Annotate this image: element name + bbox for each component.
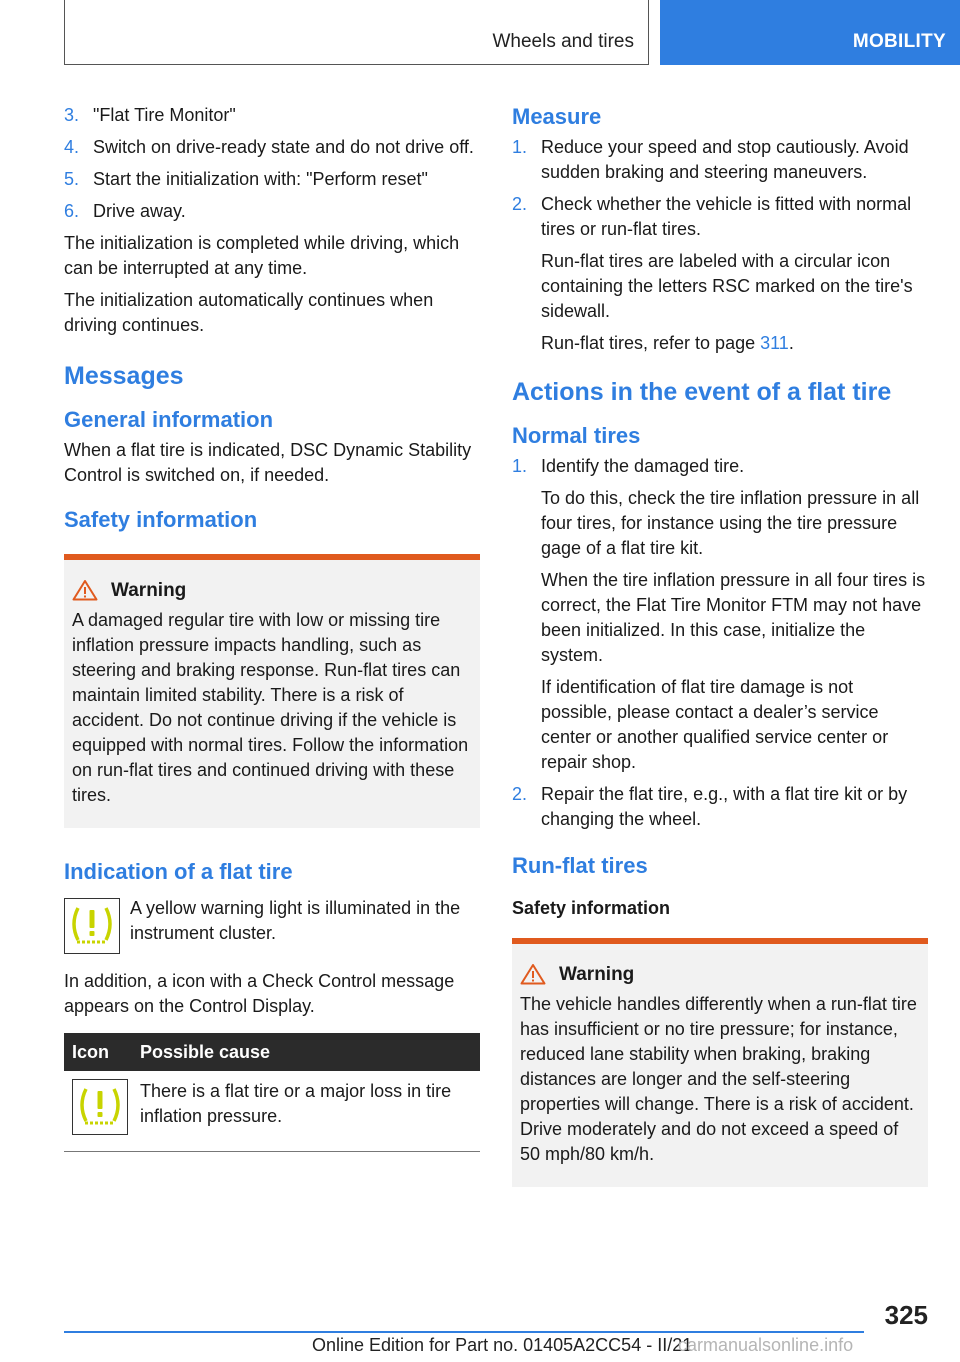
warning-title-text: Warning (111, 580, 187, 601)
warning-title-text: Warning (559, 964, 635, 985)
warning-title (72, 578, 472, 604)
paragraph: To do this, check the tire inflation pressure in all four tires, for instance using the tire pressure gage of a flat tire kit. (541, 488, 920, 558)
list-item (512, 782, 928, 832)
paragraph: The initialization automatically continues when driving continues. (64, 290, 434, 335)
reference-text: Run-flat tires, refer to page (541, 333, 761, 353)
heading-run-flat-safety: Safety information (512, 898, 671, 918)
heading-run-flat-tires: Run-flat tires (512, 853, 648, 878)
column-header-cause: Possible cause (132, 1033, 480, 1071)
paragraph: Run-flat tires are labeled with a circular icon containing the letters RSC marked on the tire's sidewall. (541, 251, 913, 321)
step-text: Identify the damaged tire. (541, 456, 745, 476)
flat-tire-warning-icon (64, 898, 120, 954)
page-number: 325 (884, 1300, 928, 1330)
header-section-title: Wheels and tires (492, 31, 634, 52)
step-text: Reduce your speed and stop cautiously. Avoid sudden braking and steering maneuvers. (541, 137, 909, 182)
step-number: 1. (512, 456, 528, 476)
paragraph: The initialization is completed while driving, which can be interrupted at any time. (64, 233, 460, 278)
step-text: Check whether the vehicle is fitted with normal tires or run-flat tires. (541, 194, 912, 239)
right-column (512, 103, 928, 1217)
heading-safety-information: Safety information (64, 507, 258, 532)
paragraph: In addition, a icon with a Check Control message appears on the Control Display. (64, 971, 455, 1016)
edition-note: Online Edition for Part no. 01405A2CC54 - II/21 (312, 1335, 693, 1355)
step-text: Drive away. (93, 201, 186, 221)
step-number: 6. (64, 201, 80, 221)
table-cell-icon (64, 1071, 132, 1152)
column-header-icon: Icon (64, 1033, 132, 1071)
step-number: 4. (64, 137, 80, 157)
warning-triangle-icon (72, 579, 98, 601)
list-item (512, 135, 928, 185)
watermark: carmanualsonline.info (678, 1335, 854, 1355)
table-row (64, 1071, 480, 1152)
step-text: "Flat Tire Monitor" (93, 105, 236, 125)
header-chapter-tab (660, 0, 960, 65)
paragraph: When a flat tire is indicated, DSC Dynamic Stability Control is switched on, if needed. (64, 440, 472, 485)
reference-suffix: . (788, 333, 794, 353)
heading-indication-flat-tire: Indication of a flat tire (64, 859, 293, 884)
header-chapter-title: MOBILITY (852, 31, 946, 52)
list-item (64, 135, 480, 160)
heading-messages: Messages (64, 362, 184, 390)
step-number: 2. (512, 194, 528, 214)
warning-text: A damaged regular tire with low or missing tire inflation pressure impacts handling, such as steering and braking response. Run-flat tires can maintain limited stability. There is a risk of accident. Do not continue driving if the vehicle is equipped with normal tires. Follow the information on run-flat tires and continued driving with these tires. (72, 610, 469, 805)
footer-divider (64, 1331, 864, 1333)
list-item (512, 192, 928, 242)
flat-tire-warning-icon (72, 1079, 128, 1135)
table-header-row (64, 1033, 480, 1071)
header-section-box (64, 0, 649, 65)
step-text: Start the initialization with: "Perform reset" (93, 169, 428, 189)
warning-text: The vehicle handles differently when a run-flat tire has insufficient or no tire pressure; for instance, reduced lane stability when braking, braking distances are longer and the self-steering properties will change. There is a risk of accident. Drive moderately and do not exceed a speed of 50 mph/80 km/h. (520, 994, 917, 1164)
list-item (64, 103, 480, 128)
indicator-row (64, 896, 480, 954)
step-number: 5. (64, 169, 80, 189)
step-text: Switch on drive-ready state and do not drive off. (93, 137, 474, 157)
paragraph (512, 331, 928, 356)
heading-general-information: General information (64, 407, 274, 432)
warning-triangle-icon (520, 963, 546, 985)
list-item (512, 454, 928, 479)
icon-cause-table (64, 1033, 480, 1152)
warning-box (64, 554, 480, 828)
heading-actions-flat-tire: Actions in the event of a flat tire (512, 378, 892, 406)
step-number: 1. (512, 137, 528, 157)
table-cell-cause: There is a flat tire or a major loss in tire inflation pressure. (132, 1071, 480, 1152)
paragraph: When the tire inflation pressure in all four tires is correct, the Flat Tire Monitor FTM may not have been initialized. In this case, initialize the system. (541, 570, 926, 665)
list-item (64, 167, 480, 192)
step-number: 2. (512, 784, 528, 804)
indication-text: A yellow warning light is illuminated in the instrument cluster. (130, 898, 461, 943)
step-text: Repair the flat tire, e.g., with a flat tire kit or by changing the wheel. (541, 784, 908, 829)
heading-normal-tires: Normal tires (512, 423, 641, 448)
warning-title (520, 962, 920, 988)
paragraph: If identification of flat tire damage is not possible, please contact a dealer’s service center or another qualified service center or repair shop. (541, 677, 889, 772)
heading-measure: Measure (512, 104, 602, 129)
warning-box (512, 938, 928, 1187)
page-reference-link[interactable]: 311 (760, 333, 789, 353)
list-item (64, 199, 480, 224)
step-number: 3. (64, 105, 80, 125)
left-column (64, 103, 480, 1152)
